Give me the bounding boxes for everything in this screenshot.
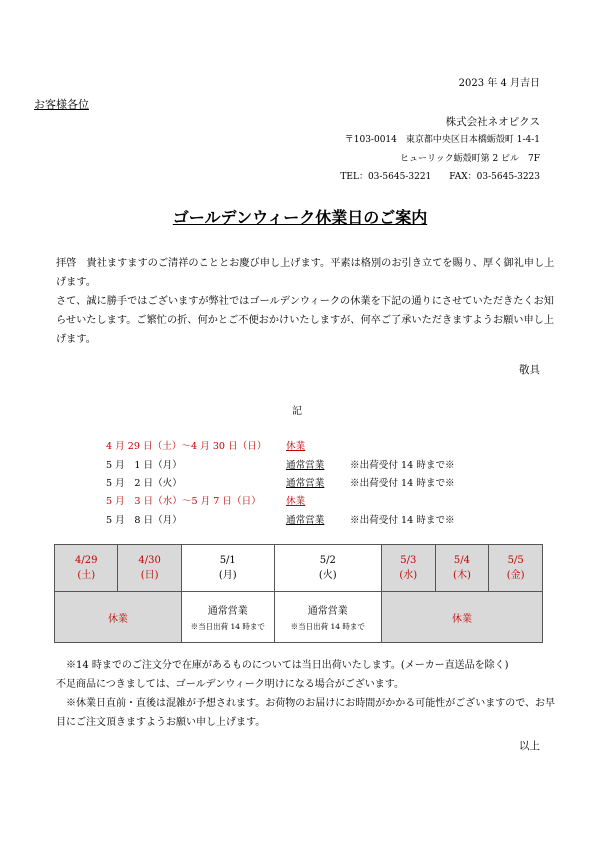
schedule-row	[106, 512, 455, 526]
schedule-date: 5 月 8 日（月）	[106, 515, 182, 526]
note-congestion: ※休業日直前・直後は混雑が予想されます。お荷物のお届けにお時間がかかる可能性がございますので、お早目にご注文頂きますようお願い申し上げます。	[56, 698, 555, 728]
schedule-date: 4 月 29 日（土）～4 月 30 日（日）	[106, 441, 267, 452]
calendar-day-cell: 5/3 (水)	[381, 545, 435, 592]
schedule-status: 通常営業	[286, 478, 325, 489]
company-contact: TEL：03-5645-3221 FAX：03-5645-3223	[340, 172, 540, 182]
document-title: ゴールデンウィーク休業日のご案内	[172, 208, 428, 227]
schedule-date: 5 月 3 日（水）～5 月 7 日（日）	[106, 496, 261, 507]
schedule-note: ※出荷受付 14 時まで※	[350, 460, 455, 471]
holiday-calendar	[54, 544, 543, 643]
ki-marker: 記	[292, 406, 302, 417]
schedule-row	[106, 493, 350, 507]
company-name: 株式会社ネオピクス	[445, 116, 540, 128]
recipient: お客様各位	[34, 98, 89, 111]
calendar-day-cell: 5/2 (火)	[274, 545, 381, 592]
schedule-note: ※出荷受付 14 時まで※	[350, 478, 455, 489]
schedule-status: 休業	[286, 496, 306, 507]
calendar-day-cell: 5/4 (木)	[435, 545, 489, 592]
calendar-day-cell: 5/5 (金)	[489, 545, 543, 592]
company-address-line2: ヒューリック蛎殻町第 2 ビル 7F	[399, 154, 540, 164]
schedule-row	[106, 475, 455, 489]
notice-paragraph: さて、誠に勝手ではございますが弊社ではゴールデンウィークの休業を下記の通りにさせていただきたくお知らせいたします。ご繁忙の折、何かとご不便おかけいたしますが、何卒ご了承いただきますようお願い申し上げます。	[56, 296, 555, 345]
letter-body	[56, 254, 556, 349]
end-marker: 以上	[519, 740, 540, 752]
calendar-day-cell: 4/30 (日)	[118, 545, 181, 592]
schedule-row	[106, 438, 350, 452]
company-address-line1: 〒103-0014 東京都中央区日本橋蛎殻町 1-4-1	[344, 135, 540, 145]
notes-section	[56, 656, 556, 732]
greeting-paragraph: 拝啓 貴社ますますのご清祥のこととお慶び申し上げます。平素は格別のお引き立てを賜り、厚く御礼申し上げます。	[56, 258, 555, 288]
note-same-day-shipping: ※14 時までのご注文分で在庫があるものについては当日出荷いたします。(メーカー直送品を除く)	[66, 660, 509, 671]
letter-date: 2023 年 4 月吉日	[458, 78, 540, 89]
calendar-day-cell: 4/29 (土)	[55, 545, 118, 592]
calendar-status-closed: 休業	[381, 592, 542, 643]
calendar-status-closed: 休業	[55, 592, 182, 643]
closing-keigu: 敬具	[519, 364, 540, 376]
schedule-note: ※出荷受付 14 時まで※	[350, 515, 455, 526]
schedule-date: 5 月 2 日（火）	[106, 478, 182, 489]
note-shortage: 不足商品につきましては、ゴールデンウィーク明けになる場合がございます。	[56, 679, 404, 690]
schedule-status: 通常営業	[286, 515, 325, 526]
calendar-status-open: 通常営業 ※当日出荷 14 時まで	[274, 592, 381, 643]
calendar-status-open: 通常営業 ※当日出荷 14 時まで	[181, 592, 274, 643]
schedule-date: 5 月 1 日（月）	[106, 460, 182, 471]
schedule-status: 休業	[286, 441, 306, 452]
schedule-row	[106, 457, 455, 471]
calendar-day-cell: 5/1 (月)	[181, 545, 274, 592]
schedule-status: 通常営業	[286, 460, 325, 471]
